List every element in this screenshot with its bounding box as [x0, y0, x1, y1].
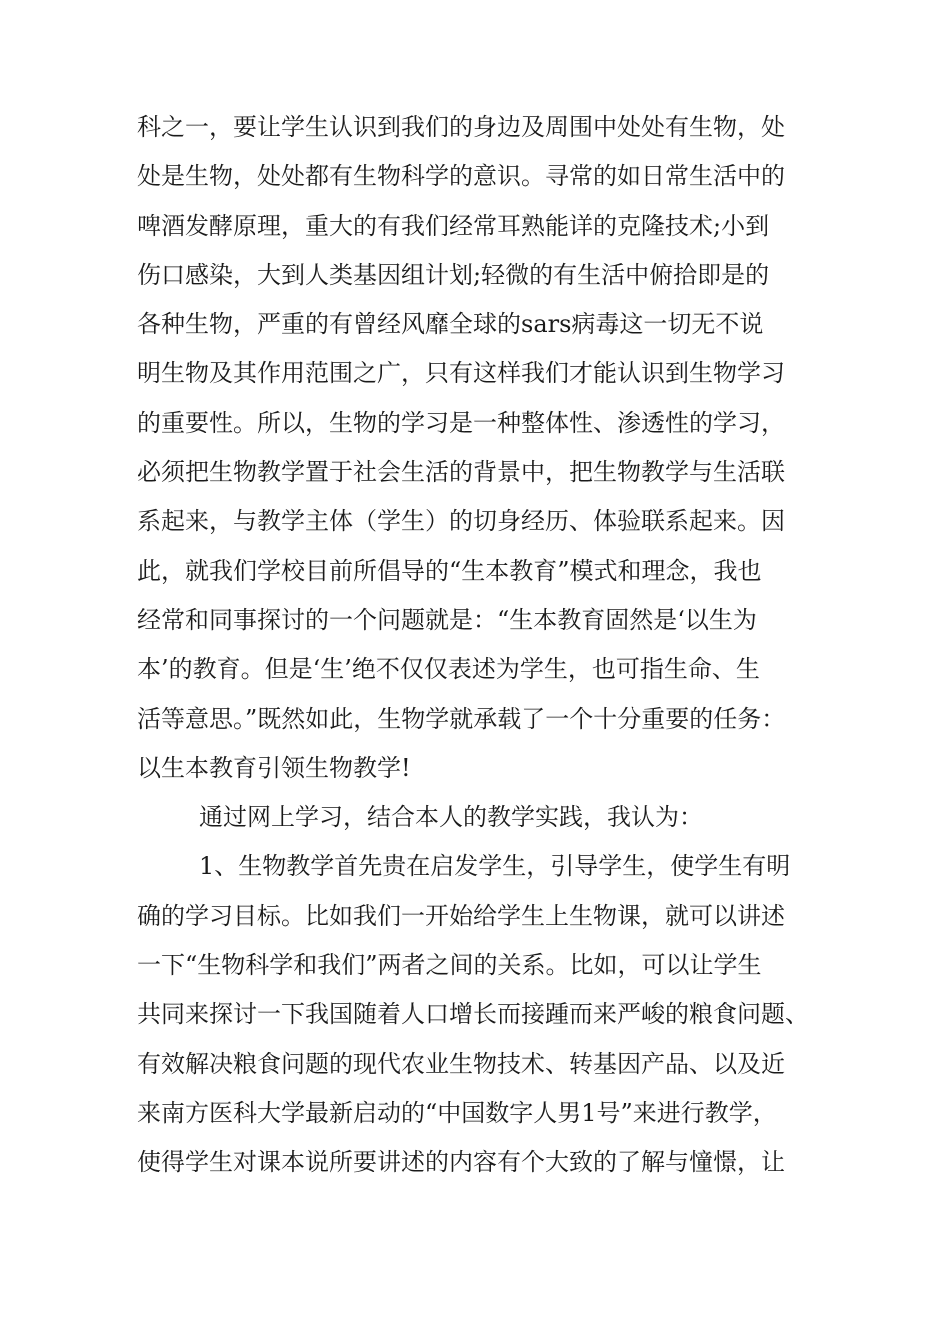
text-line: 处是生物，处处都有生物科学的意识。寻常的如日常生活中的: [137, 162, 785, 191]
text-line: 以生本教育引领生物教学!: [137, 753, 411, 782]
text-line: 使得学生对课本说所要讲述的内容有个大致的了解与憧憬，让: [137, 1148, 785, 1177]
text-line: 经常和同事探讨的一个问题就是：“生本教育固然是‘以生为: [137, 605, 757, 634]
text-line: 各种生物，严重的有曾经风靡全球的sars病毒这一切无不说: [137, 310, 764, 339]
text-line: 共同来探讨一下我国随着人口增长而接踵而来严峻的粮食问题、: [137, 1000, 809, 1029]
text-line: 系起来，与教学主体（学生）的切身经历、体验联系起来。因: [137, 507, 785, 536]
text-line: 活等意思。”既然如此，生物学就承载了一个十分重要的任务：: [137, 704, 786, 733]
body-text: [137, 103, 837, 1188]
text-line: 明生物及其作用范围之广，只有这样我们才能认识到生物学习: [137, 359, 785, 388]
paragraph-start-line: 1、生物教学首先贵在启发学生，引导学生，使学生有明: [199, 852, 791, 881]
text-line: 本’的教育。但是‘生’绝不仅仅表述为学生，也可指生命、生: [137, 655, 760, 684]
text-line: 确的学习目标。比如我们一开始给学生上生物课，就可以讲述: [137, 901, 785, 930]
text-line: 的重要性。所以，生物的学习是一种整体性、渗透性的学习，: [137, 408, 785, 437]
paragraph-start-line: 通过网上学习，结合本人的教学实践，我认为：: [199, 803, 703, 832]
text-line: 此，就我们学校目前所倡导的“生本教育”模式和理念，我也: [137, 556, 762, 585]
text-line: 有效解决粮食问题的现代农业生物技术、转基因产品、以及近: [137, 1049, 785, 1078]
text-line: 啤酒发酵原理，重大的有我们经常耳熟能详的克隆技术;小到: [137, 211, 770, 240]
text-line: 来南方医科大学最新启动的“中国数字人男1号”来进行教学，: [137, 1098, 777, 1127]
text-line: 科之一，要让学生认识到我们的身边及周围中处处有生物，处: [137, 113, 785, 141]
text-line: 伤口感染，大到人类基因组计划;轻微的有生活中俯拾即是的: [137, 260, 770, 289]
text-line: 一下“生物科学和我们”两者之间的关系。比如，可以让学生: [137, 951, 762, 980]
text-line: 必须把生物教学置于社会生活的背景中，把生物教学与生活联: [137, 458, 785, 487]
